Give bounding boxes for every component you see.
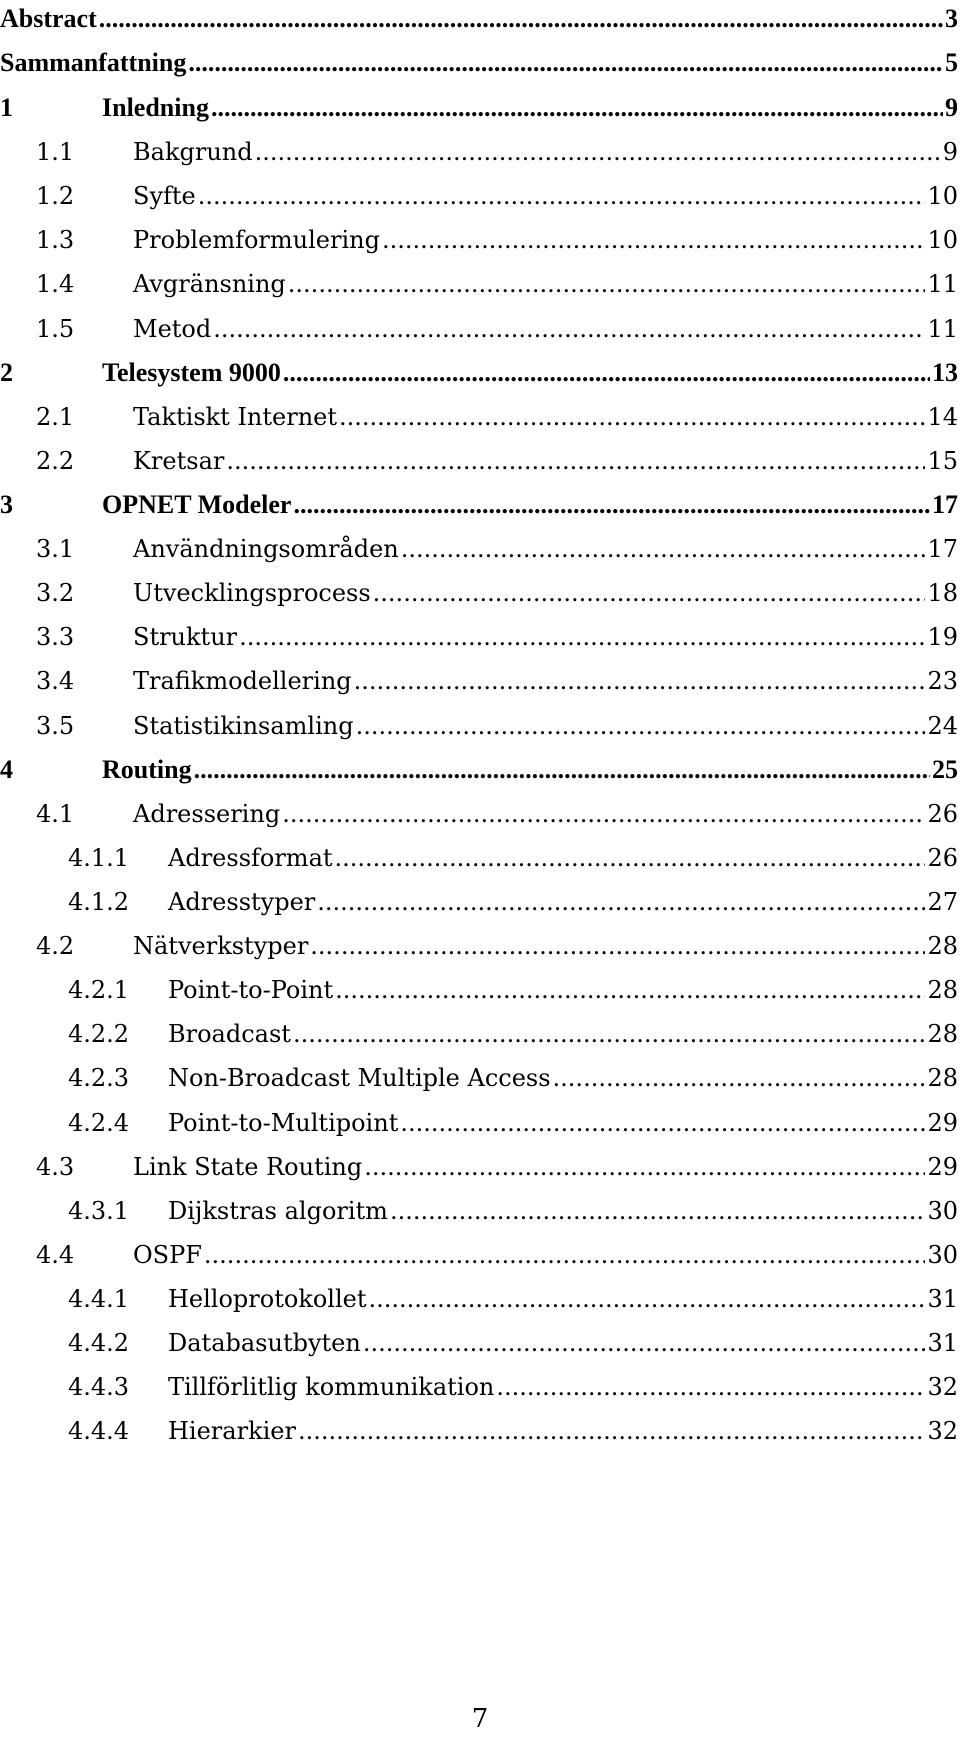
toc-entry-number: 4.4.1 xyxy=(68,1285,130,1313)
toc-entry-title: Struktur xyxy=(133,623,238,651)
toc-entry-4-4-2[interactable] xyxy=(0,1318,958,1358)
toc-entry-4-2-4[interactable] xyxy=(0,1098,958,1138)
toc-entry-number: 4.2.4 xyxy=(68,1109,130,1137)
toc-entry-number: 4.1 xyxy=(36,800,75,828)
toc-entry-number: 4 xyxy=(0,755,13,784)
toc-entry-4-4-3[interactable] xyxy=(0,1362,958,1402)
toc-entry-page: 30 xyxy=(927,1241,958,1269)
toc-entry-number: 4.4.3 xyxy=(68,1373,130,1401)
toc-entry-1-2[interactable] xyxy=(0,171,958,211)
toc-entry-page: 10 xyxy=(927,226,958,254)
toc-entry-3-1[interactable] xyxy=(0,524,958,564)
toc-entry-chapter-1[interactable] xyxy=(0,83,958,123)
toc-dot-leader xyxy=(204,1240,926,1270)
toc-entry-title: Inledning xyxy=(102,93,209,122)
toc-entry-page: 31 xyxy=(927,1285,958,1313)
toc-dot-leader xyxy=(354,666,926,696)
toc-dot-leader xyxy=(553,1063,926,1093)
toc-entry-title: Utvecklingsprocess xyxy=(133,579,371,607)
toc-entry-title: Databasutbyten xyxy=(168,1329,361,1357)
toc-entry-number: 1.2 xyxy=(36,182,75,210)
toc-dot-leader xyxy=(213,314,925,344)
toc-entry-number: 4.3 xyxy=(36,1153,75,1181)
toc-entry-number: 4.1.1 xyxy=(68,844,130,872)
toc-entry-page: 32 xyxy=(927,1417,958,1445)
toc-entry-title: Statistikinsamling xyxy=(133,712,354,740)
toc-entry-title: Användningsområden xyxy=(133,535,399,563)
toc-dot-leader xyxy=(194,755,930,785)
toc-entry-number: 3.1 xyxy=(36,535,75,563)
toc-entry-title: Sammanfattning xyxy=(0,48,187,77)
toc-entry-title: Telesystem 9000 xyxy=(102,358,281,387)
toc-entry-chapter-4[interactable] xyxy=(0,745,958,785)
toc-entry-title: Broadcast xyxy=(168,1020,291,1048)
toc-entry-3-3[interactable] xyxy=(0,612,958,652)
toc-entry-title: Non-Broadcast Multiple Access xyxy=(168,1064,551,1092)
toc-dot-leader xyxy=(255,137,941,167)
toc-entry-3-5[interactable] xyxy=(0,701,958,741)
toc-entry-title: Adresstyper xyxy=(168,888,316,916)
toc-dot-leader xyxy=(364,1152,925,1182)
toc-entry-title: Trafikmodellering xyxy=(133,667,352,695)
toc-entry-number: 2.2 xyxy=(36,447,75,475)
toc-dot-leader xyxy=(317,887,925,917)
toc-dot-leader xyxy=(335,975,925,1005)
toc-entry-1-4[interactable] xyxy=(0,259,958,299)
toc-entry-page: 23 xyxy=(927,667,958,695)
toc-entry-4-4-4[interactable] xyxy=(0,1406,958,1446)
toc-dot-leader xyxy=(335,843,926,873)
toc-dot-leader xyxy=(496,1372,925,1402)
toc-entry-page: 5 xyxy=(945,48,958,77)
toc-entry-number: 3 xyxy=(0,490,13,519)
toc-entry-number: 4.2 xyxy=(36,932,75,960)
toc-entry-page: 9 xyxy=(942,138,958,166)
toc-entry-page: 14 xyxy=(927,403,958,431)
toc-entry-page: 17 xyxy=(927,535,958,563)
toc-entry-page: 30 xyxy=(927,1197,958,1225)
toc-entry-4-2-2[interactable] xyxy=(0,1009,958,1049)
toc-dot-leader xyxy=(363,1328,926,1358)
toc-entry-number: 4.4.2 xyxy=(68,1329,130,1357)
toc-entry-page: 29 xyxy=(927,1153,958,1181)
toc-dot-leader xyxy=(198,181,926,211)
toc-entry-4-1-2[interactable] xyxy=(0,877,958,917)
toc-entry-4-1[interactable] xyxy=(0,789,958,829)
toc-dot-leader xyxy=(373,578,926,608)
toc-entry-sammanfattning[interactable] xyxy=(0,38,958,78)
toc-entry-4-2-3[interactable] xyxy=(0,1053,958,1093)
toc-dot-leader xyxy=(99,4,943,34)
toc-entry-title: Hierarkier xyxy=(168,1417,296,1445)
toc-entry-number: 4.1.2 xyxy=(68,888,130,916)
toc-entry-title: Abstract xyxy=(0,4,97,33)
toc-entry-number: 4.4 xyxy=(36,1241,75,1269)
toc-entry-number: 2 xyxy=(0,358,13,387)
toc-entry-title: Problemformulering xyxy=(133,226,380,254)
toc-entry-4-4-1[interactable] xyxy=(0,1274,958,1314)
toc-entry-page: 26 xyxy=(927,800,958,828)
toc-entry-title: Kretsar xyxy=(133,447,225,475)
toc-dot-leader xyxy=(310,931,925,961)
toc-entry-number: 3.5 xyxy=(36,712,75,740)
toc-entry-abstract[interactable] xyxy=(0,0,958,34)
toc-dot-leader xyxy=(298,1416,925,1446)
toc-entry-1-5[interactable] xyxy=(0,304,958,344)
toc-entry-number: 1.4 xyxy=(36,270,75,298)
toc-entry-2-1[interactable] xyxy=(0,392,958,432)
toc-entry-title: Nätverkstyper xyxy=(133,932,309,960)
toc-dot-leader xyxy=(239,622,925,652)
toc-entry-number: 1 xyxy=(0,93,13,122)
toc-entry-page: 28 xyxy=(927,932,958,960)
toc-entry-title: Dijkstras algoritm xyxy=(168,1197,388,1225)
toc-entry-page: 15 xyxy=(927,447,958,475)
toc-entry-4-1-1[interactable] xyxy=(0,833,958,873)
toc-entry-title: Routing xyxy=(102,755,192,784)
toc-dot-leader xyxy=(211,93,943,123)
toc-entry-title: Taktiskt Internet xyxy=(133,403,338,431)
toc-entry-title: Helloprotokollet xyxy=(168,1285,367,1313)
toc-entry-4-3-1[interactable] xyxy=(0,1186,958,1226)
toc-entry-page: 10 xyxy=(927,182,958,210)
toc-entry-number: 2.1 xyxy=(36,403,75,431)
toc-entry-page: 27 xyxy=(927,888,958,916)
toc-entry-page: 31 xyxy=(927,1329,958,1357)
toc-entry-number: 3.2 xyxy=(36,579,75,607)
toc-dot-leader xyxy=(293,1019,926,1049)
toc-entry-3-4[interactable] xyxy=(0,656,958,696)
toc-entry-title: Point-to-Point xyxy=(168,976,334,1004)
toc-entry-1-1[interactable] xyxy=(0,127,958,167)
toc-entry-page: 13 xyxy=(932,358,958,387)
toc-dot-leader xyxy=(226,446,925,476)
toc-entry-page: 24 xyxy=(927,712,958,740)
toc-dot-leader xyxy=(382,225,926,255)
toc-dot-leader xyxy=(339,402,925,432)
toc-entry-number: 1.3 xyxy=(36,226,75,254)
toc-entry-number: 4.4.4 xyxy=(68,1417,130,1445)
toc-entry-4-3[interactable] xyxy=(0,1142,958,1182)
toc-entry-chapter-2[interactable] xyxy=(0,348,958,388)
toc-entry-chapter-3[interactable] xyxy=(0,480,958,520)
toc-entry-page: 28 xyxy=(927,976,958,1004)
toc-dot-leader xyxy=(369,1284,926,1314)
toc-entry-page: 26 xyxy=(927,844,958,872)
toc-dot-leader xyxy=(188,48,943,78)
toc-entry-3-2[interactable] xyxy=(0,568,958,608)
toc-entry-page: 17 xyxy=(932,490,958,519)
toc-entry-title: Adressering xyxy=(133,800,281,828)
toc-entry-title: OSPF xyxy=(133,1241,202,1269)
toc-entry-title: Adressformat xyxy=(168,844,333,872)
toc-entry-number: 4.2.1 xyxy=(68,976,130,1004)
toc-entry-number: 4.3.1 xyxy=(68,1197,130,1225)
toc-entry-page: 11 xyxy=(927,270,958,298)
toc-entry-title: Avgränsning xyxy=(133,270,286,298)
toc-entry-number: 4.2.2 xyxy=(68,1020,130,1048)
toc-entry-number: 1.1 xyxy=(36,138,75,166)
toc-entry-title: Syfte xyxy=(133,182,196,210)
toc-entry-page: 28 xyxy=(927,1064,958,1092)
toc-entry-number: 3.4 xyxy=(36,667,75,695)
toc-entry-2-2[interactable] xyxy=(0,436,958,476)
toc-entry-1-3[interactable] xyxy=(0,215,958,255)
toc-dot-leader xyxy=(293,490,930,520)
toc-dot-leader xyxy=(390,1196,926,1226)
toc-entry-4-4[interactable] xyxy=(0,1230,958,1270)
toc-entry-page: 9 xyxy=(945,93,958,122)
toc-entry-4-2-1[interactable] xyxy=(0,965,958,1005)
toc-dot-leader xyxy=(356,711,926,741)
toc-entry-page: 28 xyxy=(927,1020,958,1048)
toc-entry-title: Point-to-Multipoint xyxy=(168,1109,399,1137)
toc-entry-title: OPNET Modeler xyxy=(102,490,292,519)
toc-entry-page: 25 xyxy=(932,755,958,784)
toc-entry-page: 32 xyxy=(927,1373,958,1401)
page-number: 7 xyxy=(471,1704,489,1734)
toc-entry-title: Link State Routing xyxy=(133,1153,363,1181)
toc-entry-page: 29 xyxy=(927,1109,958,1137)
toc-entry-4-2[interactable] xyxy=(0,921,958,961)
toc-entry-page: 11 xyxy=(927,315,958,343)
toc-dot-leader xyxy=(282,799,925,829)
toc-dot-leader xyxy=(283,358,930,388)
toc-dot-leader xyxy=(401,534,926,564)
toc-entry-title: Tillförlitlig kommunikation xyxy=(168,1373,495,1401)
toc-entry-page: 18 xyxy=(927,579,958,607)
toc-dot-leader xyxy=(400,1108,925,1138)
toc-entry-page: 19 xyxy=(927,623,958,651)
toc-entry-page: 3 xyxy=(945,4,958,33)
toc-entry-number: 4.2.3 xyxy=(68,1064,130,1092)
toc-entry-number: 3.3 xyxy=(36,623,75,651)
toc-entry-title: Metod xyxy=(133,315,212,343)
toc-entry-number: 1.5 xyxy=(36,315,75,343)
toc-dot-leader xyxy=(288,269,926,299)
toc-entry-title: Bakgrund xyxy=(133,138,253,166)
